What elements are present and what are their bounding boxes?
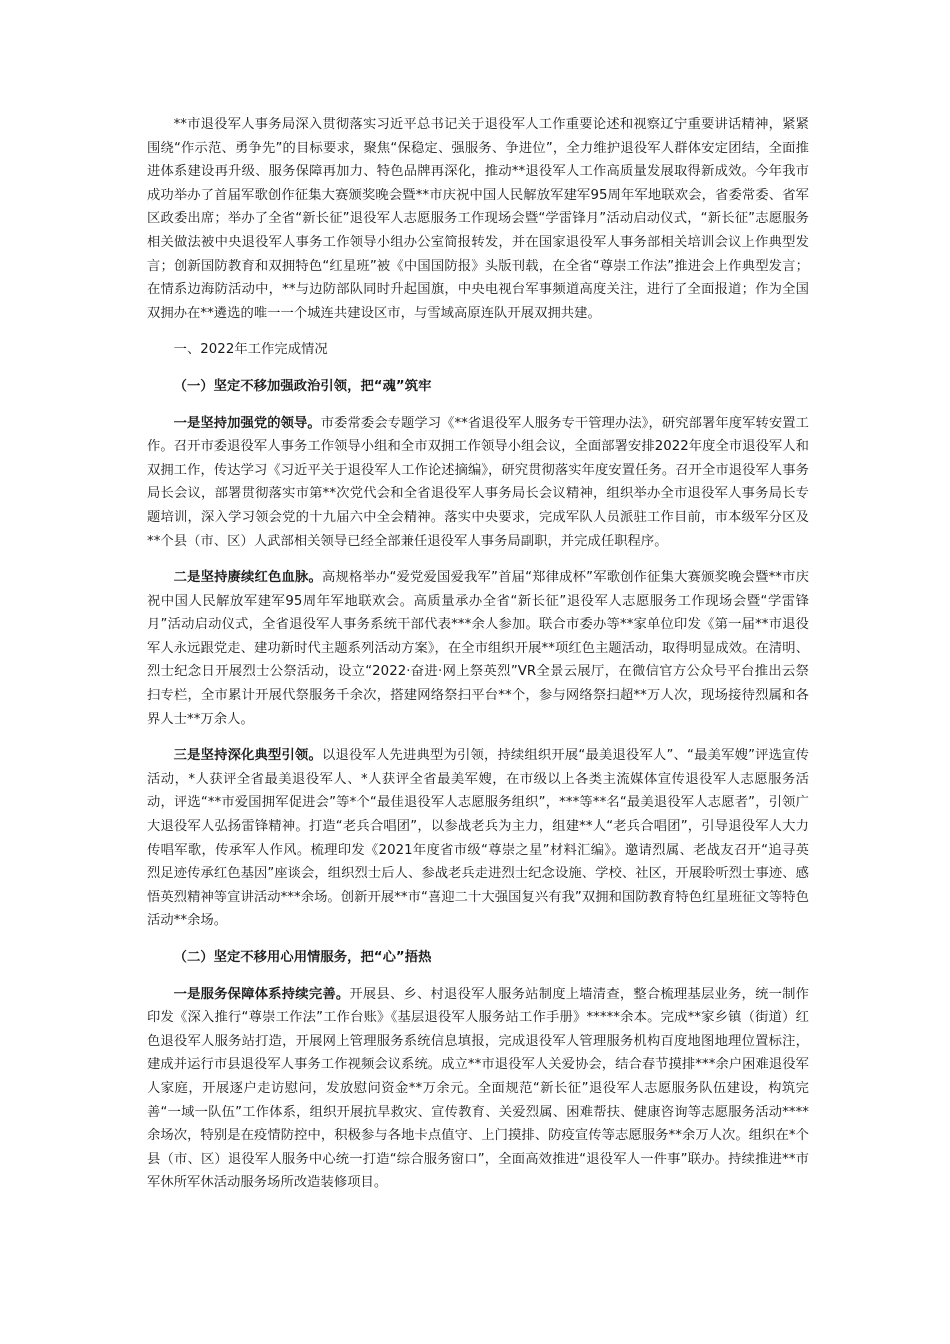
- paragraph-red-heritage: [147, 566, 809, 731]
- subsection-heading-2: （二）坚定不移用心用情服务，把“心”捂热: [173, 950, 432, 965]
- paragraph-lead: 三是坚持深化典型引领。: [173, 748, 323, 764]
- paragraph-role-models: [147, 744, 809, 933]
- paragraph-body: 以退役军人先进典型为引领，持续组织开展“最美退役军人”、“最美军嫂”评选宣传活动，*人获评全省最美退役军人、*人获评全省最美军嫂，在市级以上各类主流媒体宣传退役军人志愿服务活动，评选“**市爱国拥军促进会”等*个“最佳退役军人志愿服务组织”，***等**名“最美退役军人志愿者”，引领广大退役军人弘扬雷锋精神。打造“老兵合唱团”，以参战老兵为主力，组建**人“老兵合唱团”，引导退役军人大力传唱军歌，传承军人作风。梳理印发《2021年度省市级“尊崇之星”材料汇编》。邀请烈属、老战友召开“追寻英烈足迹传承红色基因”座谈会，组织烈士后人、参战老兵走进烈士纪念设施、学校、社区，开展聆听烈士事迹、感悟英烈精神等宣讲活动***余场。创新开展**市“喜迎二十大强国复兴有我”双拥和国防教育特色红星班征文等特色活动**余场。: [147, 748, 809, 929]
- paragraph-body: 市委常委会专题学习《**省退役军人服务专干管理办法》，研究部署年度军转安置工作。召开市委退役军人事务工作领导小组和全市双拥工作领导小组会议，全面部署安排2022年度全市退役军人和双拥工作，传达学习《习近平关于退役军人工作论述摘编》，研究贯彻落实年度安置任务。召开全市退役军人事务局长会议，部署贯彻落实市第**次党代会和全省退役军人事务局长会议精神，组织举办全市退役军人事务局长专题培训，深入学习领会党的十九届六中全会精神。落实中央要求，完成军队人员派驻工作目前，市本级军分区及**个县（市、区）人武部相关领导已经全部兼任退役军人事务局副职，并完成任职程序。: [147, 415, 809, 549]
- paragraph-lead: 一是坚持加强党的领导。: [173, 415, 321, 431]
- paragraph-body: 高规格举办“爱党爱国爱我军”首届“郑律成杯”军歌创作征集大赛颁奖晚会暨**市庆祝中国人民解放军建军95周年军地联欢会。高质量承办全省“新长征”退役军人志愿服务工作现场会暨“学雷锋月”活动启动仪式，全省退役军人事务系统干部代表***余人参加。联合市委办等**家单位印发《第一届**市退役军人永远跟党走、建功新时代主题系列活动方案》，在全市组织开展**项红色主题活动，取得明显成效。在清明、烈士纪念日开展烈士公祭活动，设立“2022·奋进·网上祭英烈”VR全景云展厅，在微信官方公众号平台推出云祭扫专栏，全市累计开展代祭服务千余次，搭建网络祭扫平台**个，参与网络祭扫超**万人次，现场接待烈属和各界人士**万余人。: [147, 570, 809, 727]
- paragraph-service-system: [147, 983, 809, 1195]
- section-heading: 一、2022年工作完成情况: [173, 342, 328, 358]
- paragraph-lead: 二是坚持赓续红色血脉。: [173, 570, 323, 586]
- subsection-heading-1: （一）坚定不移加强政治引领，把“魂”筑牢: [173, 378, 432, 394]
- intro-paragraph: **市退役军人事务局深入贯彻落实习近平总书记关于退役军人工作重要论述和视察辽宁重要讲话精神，紧紧围绕“作示范、勇争先”的目标要求，聚焦“保稳定、强服务、争进位”，全力维护退役军人群体安定团结，全面推进体系建设再升级、服务保障再加力、特色品牌再深化，推动**退役军人工作高质量发展取得新成效。今年我市成功举办了首届军歌创作征集大赛颁奖晚会暨**市庆祝中国人民解放军建军95周年军地联欢会，省委常委、省军区政委出席；举办了全省“新长征”退役军人志愿服务工作现场会暨“学雷锋月”活动启动仪式，“新长征”志愿服务相关做法被中央退役军人事务工作领导小组办公室简报转发，并在国家退役军人事务部相关培训会议上作典型发言；创新国防教育和双拥特色“红星班”被《中国国防报》头版刊载，在全省“尊崇工作法”推进会上作典型发言；在情系边海防活动中，**与边防部队同时升起国旗，中央电视台军事频道高度关注，进行了全面报道；作为全国双拥办在**遴选的唯一一个城连共建设区市，与雪域高原连队开展双拥共建。: [147, 117, 809, 321]
- paragraph-party-leadership: [147, 412, 809, 554]
- document-page: [147, 113, 809, 1208]
- paragraph-body: 开展县、乡、村退役军人服务站制度上墙清查，整合梳理基层业务，统一制作印发《深入推行“尊崇工作法”工作台账》《基层退役军人服务站工作手册》*****余本。完成**家乡镇（街道）红色退役军人服务站打造，开展网上管理服务系统信息填报，完成退役军人管理服务机构百度地图地理位置标注，建成并运行市县退役军人事务工作视频会议系统。成立**市退役军人关爱协会，结合春节摸排***余户困难退役军人家庭，开展逐户走访慰问，发放慰问资金**万余元。全面规范“新长征”退役军人志愿服务队伍建设，构筑完善“一域一队伍”工作体系，组织开展抗旱救灾、宣传教育、关爱烈属、困难帮扶、健康咨询等志愿服务活动****余场次，特别是在疫情防控中，积极参与各地卡点值守、上门摸排、防疫宣传等志愿服务**余万人次。组织在*个县（市、区）退役军人服务中心统一打造“综合服务窗口”，全面高效推进“退役军人一件事”联办。持续推进**市军休所军休活动服务场所改造装修项目。: [147, 986, 809, 1191]
- paragraph-lead: 一是服务保障体系持续完善。: [173, 986, 350, 1002]
